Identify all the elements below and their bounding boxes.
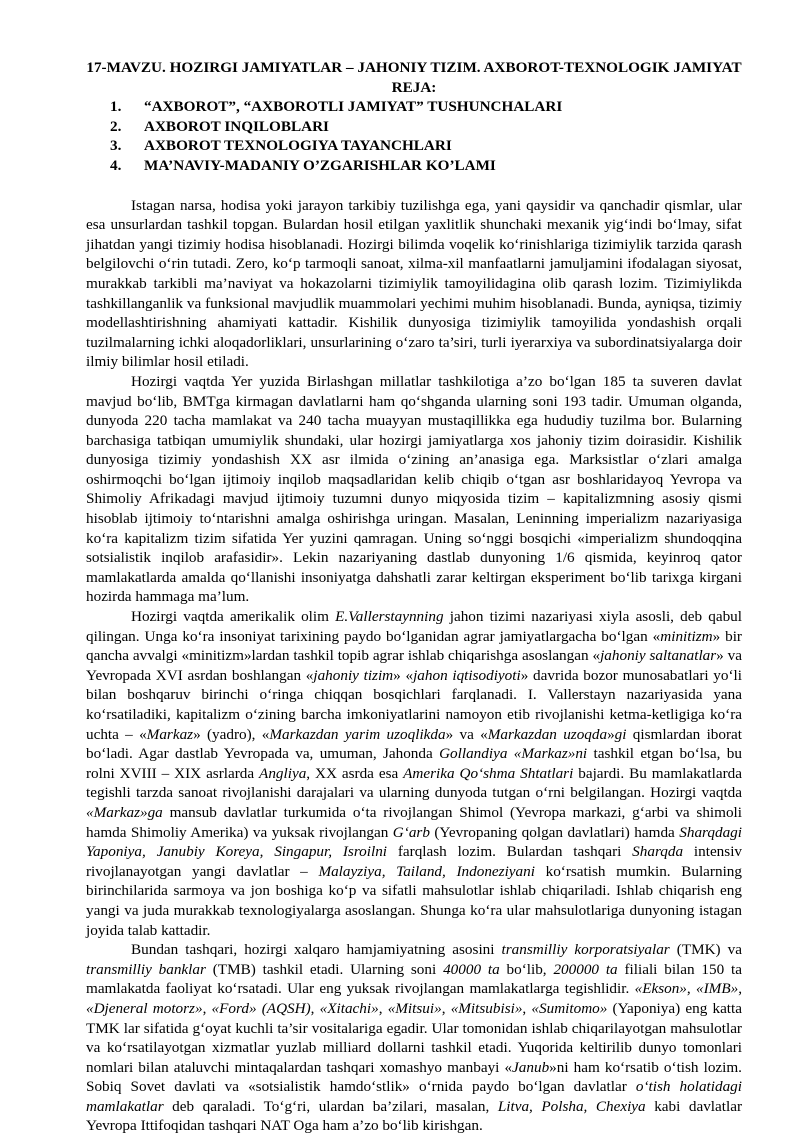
italic-run: Litva, Polsha, Chexiya bbox=[497, 1097, 646, 1115]
plan-heading: REJA: bbox=[391, 78, 437, 96]
plan-item bbox=[110, 156, 742, 176]
text-run: » davrida bozor munosabatlari yo‘li bilan boshqaruv birinchi o‘ringa chiqqan bosqichlari farqlanadi. I. Vallerstayn nazariyasida yana ko‘rsatiladiki, kapitalizm o‘zining barcha imkoniyatlarini namoyon etib rivojlanishi ketma-ketligiga ko‘ra uchta – « bbox=[86, 666, 742, 743]
italic-run: gi bbox=[614, 725, 627, 743]
italic-run: minitizm bbox=[660, 627, 713, 645]
text-run: jahon tizimi nazariyasi xiyla asosli, deb qabul qilingan. Unga ko‘ra insoniyat tarixining paydo bo‘lganidan agrar jamiyatlargacha bo‘lgan « bbox=[86, 608, 742, 645]
text-run: » va Yevropada XVI asrdan boshlangan « bbox=[86, 647, 742, 684]
text-run: , bbox=[441, 999, 451, 1017]
text-run: » va « bbox=[445, 725, 488, 743]
text-run: intensiv rivojlanayotgan yangi davlatlar – bbox=[86, 843, 743, 880]
italic-run: 200000 ta bbox=[553, 960, 618, 978]
italic-run: «Mitsui» bbox=[387, 999, 442, 1017]
italic-run: «Djeneral motorz» bbox=[86, 999, 203, 1017]
plan-item-text: AXBOROT TEXNOLOGIYA TAYANCHLARI bbox=[144, 137, 452, 155]
text-run: Hozirgi vaqtda amerikalik olim bbox=[131, 608, 336, 626]
text-run: »ni ham ko‘rsatib o‘tish lozim. Sobiq Sovet davlati va «sotsialistik hamdo‘stlik» o‘rnida paydo bo‘lgan davlatlar bbox=[86, 1058, 742, 1096]
plan-item bbox=[110, 136, 742, 156]
text-run: » bbox=[607, 725, 615, 743]
text-run: ko‘rsatish mumkin. Bularning birinchilarida sarmoya va jon boshiga ko‘p va sifatli mahsulotlar ishlab chiqariladi. Ishlab chiqarish eng yangi va juda murakkab texnologiyalarga asoslangan. Shunga ko‘ra ular mahsulotlariga dunyoning istagan joyida talab kattadir. bbox=[86, 862, 742, 939]
italic-run: «Mitsubisi» bbox=[450, 999, 523, 1017]
body-paragraph bbox=[86, 196, 742, 372]
text-run: tashkil etgan bo‘lsa, bu rolni XVIII – XIX asrlarda bbox=[86, 745, 742, 782]
italic-run: transmilliy banklar bbox=[86, 960, 206, 978]
italic-run: «IMB» bbox=[696, 980, 739, 998]
italic-run: o‘tish holatidagi mamlakatlar bbox=[86, 1078, 742, 1115]
italic-run: «Xitachi» bbox=[319, 999, 379, 1017]
italic-run: Markazdan yarim uzoqlikda bbox=[269, 725, 446, 743]
text-run: , bbox=[378, 999, 388, 1017]
text-run: kabi davlatlar Yevropa Ittifoqidan tashqari NAT Oga ham a’zo bo‘lib kirishgan. bbox=[86, 1097, 743, 1135]
italic-run: «Markaz»ga bbox=[86, 803, 163, 821]
plan-list bbox=[86, 97, 742, 175]
body-paragraph bbox=[86, 372, 742, 607]
italic-run: E.Vallerstaynning bbox=[335, 608, 444, 626]
italic-run: jahoniy tizim bbox=[313, 666, 394, 684]
text-run: » bir qancha avvalgi «minitizm»lardan tashkil topib agrar ishlab chiqarishga asoslangan « bbox=[86, 627, 742, 665]
italic-run: «Ford» (AQSH) bbox=[211, 999, 311, 1017]
italic-run: Sharqdagi Yaponiya, Janubiy Koreya, Singapur, Isroilni bbox=[86, 823, 742, 861]
text-run: , bbox=[310, 999, 320, 1017]
italic-run: Gollandiya «Markaz»ni bbox=[439, 745, 588, 763]
text-run: (Yevropaning qolgan davlatlari) hamda bbox=[429, 823, 680, 841]
italic-run: jahoniy saltanatlar bbox=[600, 647, 717, 665]
italic-run: Markaz bbox=[146, 725, 194, 743]
body-paragraph bbox=[86, 607, 742, 940]
italic-run: jahon iqtisodiyoti bbox=[413, 666, 521, 684]
text-run: mansub davlatlar turkumida o‘ta rivojlangan Shimol (Yevropa markazi, g‘arbi va shimoli hamda Shimoliy Amerika) va yuksak rivojlangan bbox=[86, 803, 742, 841]
text-run: , bbox=[686, 980, 697, 998]
plan-item-number: 2. bbox=[110, 117, 122, 135]
text-run: filiali bilan 150 ta mamlakatda faoliyat ko‘rsatadi. Ular eng yuksak rivojlangan mamlakatlarga tegishlidir. bbox=[86, 960, 742, 998]
italic-run: «Sumitomo» bbox=[531, 999, 608, 1017]
plan-item-number: 3. bbox=[110, 137, 122, 155]
italic-run: «Ekson» bbox=[634, 980, 687, 998]
plan-item-text: AXBOROT INQILOBLARI bbox=[144, 117, 329, 135]
italic-run: transmilliy korporatsiyalar bbox=[501, 941, 670, 959]
text-run: » « bbox=[393, 666, 414, 684]
text-run: (Yaponiya) eng katta TMK lar sifatida g‘oyat kuchli ta’sir vositalariga egadir. Ular tomonidan ishlab chiqarilayotgan mahsulotlar va ko‘rsatilayotgan xizmatlar yuzlab milliard dollarni tashkil etadi. Yuqorida keltirilib dunyo tomonlari nomlari bilan ataluvchi mintaqalardan tashqari xomashyo manbayi « bbox=[86, 999, 742, 1076]
text-run: Bundan tashqari, hozirgi xalqaro hamjamiyatning asosini bbox=[131, 941, 502, 959]
lecture-title: 17-MAVZU. HOZIRGI JAMIYATLAR – JAHONIY TIZIM. AXBOROT-TEXNOLOGIK JAMIYAT bbox=[86, 59, 742, 76]
plan-item-text: “AXBOROT”, “AXBOROTLI JAMIYAT” TUSHUNCHALARI bbox=[144, 98, 563, 116]
text-run: » (yadro), « bbox=[193, 725, 270, 743]
body-paragraph bbox=[86, 940, 742, 1136]
plan-item-number: 4. bbox=[110, 156, 122, 174]
italic-run: Angliya bbox=[259, 764, 307, 782]
text-run: farqlash lozim. Bulardan tashqari bbox=[387, 843, 633, 861]
text-run: Istagan narsa, hodisa yoki jarayon tarkibiy tuzilishga ega, yani qaysidir va qanchadir qismlar, ular esa unsurlardan tashkil topgan. Bulardan hosil etilgan yaxlitlik shunchaki mexanik yig‘indi bo‘lmay, sifat jihatdan yangi tizimiy hodisa hisoblanadi. Hozirgi bilimda voqelik ko‘rinishlariga tizimiylik tarzida qarash belgilovchi o‘rin tutadi. Zero, ko‘p tarmoqli sanoat, xilma-xil manfaatlarni jamuljamini ifodalagan siyosat, murakkab tarkibli ma’naviyat va hokazolarni tizimiylik tamoyilidagina olib qarash lozim. Tizimiylikda tashkillanganlik va funksional mavjudlik muammolari yechimi muhim hisoblanadi. Bunda, ayniqsa, tizimiy modellashtirishning ahamiyati kattadir. Kishilik dunyosiga tizimiylik tamoyilida yondashish orqali tuzilmalarning ichki aloqadorliklari, unsurlarining o‘zaro ta’siri, turli iyerarxiya va subordinatsiyalarga doir ilmiy bilimlar hosil etiladi. bbox=[86, 196, 742, 371]
text-run: , bbox=[522, 999, 532, 1017]
text-run: deb qaraladi. To‘g‘ri, ulardan ba’zilari, masalan, bbox=[163, 1097, 498, 1115]
text-run: (TMK) va bbox=[669, 941, 742, 959]
italic-run: Markazdan uzoqda bbox=[487, 725, 608, 743]
plan-item bbox=[110, 117, 742, 137]
spacer bbox=[86, 176, 742, 196]
italic-run: Janub bbox=[512, 1058, 550, 1076]
plan-item-number: 1. bbox=[110, 98, 122, 116]
italic-run: Malayziya, Tailand, Indoneziyani bbox=[318, 862, 535, 880]
text-run: qismlardan iborat bo‘ladi. Agar dastlab Yevropada va, umuman, Jahonda bbox=[86, 725, 742, 763]
plan-item bbox=[110, 97, 742, 117]
text-run: (TMB) tashkil etadi. Ularning soni bbox=[205, 960, 444, 978]
text-run: bo‘lib, bbox=[499, 960, 554, 978]
italic-run: Amerika Qo‘shma Shtatlari bbox=[403, 764, 574, 782]
italic-run: Sharqda bbox=[632, 843, 684, 861]
plan-item-text: MA’NAVIY-MADANIY O’ZGARISHLAR KO’LAMI bbox=[144, 156, 496, 174]
text-run: Hozirgi vaqtda Yer yuzida Birlashgan millatlar tashkilotiga a’zo bo‘lgan 185 ta suveren davlat mavjud bo‘lib, BMTga kirmagan davlatlarni ham qo‘shganda ularning soni 193 tadir. Umuman olganda, dunyoda 220 tacha mamlakat va 240 tacha muayyan mustaqillikka ega hududiy tuzilma bor. Bularning barchasiga tatbiqan umumiylik shundaki, ular hozirgi jamiyatlarga xos jahoniy tizim doirasidir. Kishilik dunyosiga tizimiy yondashish XX asr ilmida o‘zining an’anasiga ega. Marksistlar o‘zlari amalga oshirmoqchi bo‘lgan ijtimoiy inqilob maqsadlaridan kelib chiqib o‘tgan asr boshlaridayoq Yevropa va Shimoliy Afrikadagi mavjud ijtimoiy tuzumni dunyo miqyosida tizim – kapitalizmning asosiy qismi hisoblab ijtimoiy to‘ntarishni amalga oshirishga uringan. Masalan, Leninning imperializm nazariyasiga ko‘ra kapitalizm tizim sifatida Yer yuzini qamragan. Uning so‘nggi bosqichi «imperializm shundoqqina sotsialistik inqilob arafasidir». Lekin nazariyaning dastlab dunyoning 1/6 qismida, keyinroq qator mamlakatlarda amalda qo‘llanishi insoniyatga dahshatli zarar keltirgan eksperiment bo‘lib tarixga kirgani hozirda hammaga ma’lum. bbox=[86, 372, 742, 606]
text-run: , bbox=[738, 980, 743, 998]
text-run: , XX asrda esa bbox=[306, 764, 404, 782]
italic-run: 40000 ta bbox=[443, 960, 500, 978]
text-run: , bbox=[202, 999, 212, 1017]
text-run: bajardi. Bu mamlakatlarda tegishli tarzda sanoat rivojlanishi darajalari va ularning dunyoda tutgan o‘rni belgilangan. Hozirgi vaqtda bbox=[86, 764, 742, 802]
italic-run: G‘arb bbox=[392, 823, 430, 841]
body-text bbox=[86, 196, 742, 1136]
